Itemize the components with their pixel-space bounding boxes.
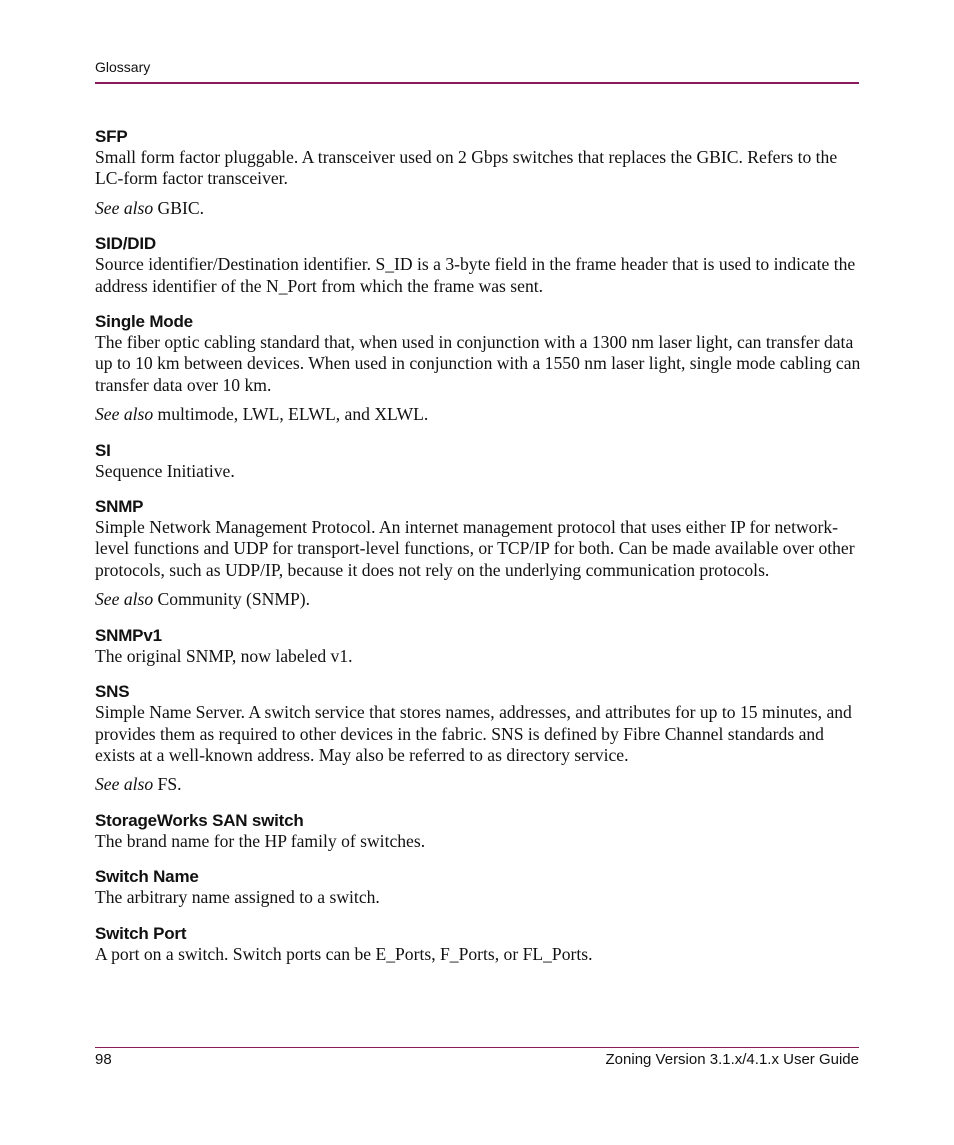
running-head: Glossary [95, 59, 151, 75]
see-also [95, 774, 861, 795]
glossary-term: Switch Name [95, 867, 199, 887]
glossary-definition: The fiber optic cabling standard that, when used in conjunction with a 1300 nm laser light, can transfer data up to 10 km between devices. When used in conjunction with a 1550 nm laser light, single mode cabling can transfer data over 10 km. [95, 332, 861, 395]
glossary-definition: A port on a switch. Switch ports can be E_Ports, F_Ports, or FL_Ports. [95, 943, 593, 964]
glossary-definition: Source identifier/Destination identifier. S_ID is a 3-byte field in the frame header that is used to indicate the address identifier of the N_Port from which the frame was sent. [95, 254, 856, 296]
glossary-entry-sfp [95, 127, 861, 219]
see-also-label: See also [95, 197, 154, 218]
see-also-text: multimode, LWL, ELWL, and XLWL. [153, 404, 429, 425]
see-also [95, 404, 861, 425]
glossary-content [95, 127, 861, 965]
guide-title: Zoning Version 3.1.x/4.1.x User Guide [605, 1051, 859, 1068]
glossary-term: Single Mode [95, 312, 193, 332]
glossary-definition: Sequence Initiative. [95, 460, 235, 481]
glossary-term: SFP [95, 127, 128, 146]
see-also-text: GBIC. [153, 197, 204, 218]
see-also-label: See also [95, 589, 154, 610]
glossary-definition: Simple Name Server. A switch service that stores names, addresses, and attributes for up to 15 minutes, and provides them as required to other devices in the fabric. SNS is defined by Fibre Channel standards and exists at a well-known address. May also be referred to as directory service. [95, 702, 852, 765]
see-also-text: FS. [153, 774, 182, 795]
glossary-term: SNMPv1 [95, 625, 162, 645]
glossary-definition: The original SNMP, now labeled v1. [95, 645, 353, 666]
glossary-entry-switch-name [95, 867, 861, 908]
glossary-entry-switch-port [95, 924, 861, 965]
see-also [95, 198, 861, 219]
glossary-entry-storageworks-san-switch [95, 811, 861, 852]
glossary-definition: The brand name for the HP family of switches. [95, 830, 426, 851]
see-also-label: See also [95, 404, 154, 425]
glossary-entry-sid-did [95, 234, 861, 297]
see-also-text: Community (SNMP). [153, 589, 311, 610]
glossary-entry-si [95, 441, 861, 482]
see-also [95, 589, 861, 610]
glossary-entry-single-mode [95, 312, 861, 426]
glossary-term: Switch Port [95, 923, 187, 943]
glossary-entry-snmpv1 [95, 626, 861, 667]
header-rule [95, 82, 859, 84]
glossary-term: SNMP [95, 497, 144, 517]
footer-rule [95, 1047, 859, 1048]
glossary-term: SI [95, 440, 111, 460]
glossary-definition: The arbitrary name assigned to a switch. [95, 887, 380, 908]
glossary-entry-sns [95, 682, 861, 796]
page-number: 98 [95, 1051, 112, 1068]
glossary-term: StorageWorks SAN switch [95, 810, 304, 830]
glossary-definition: Small form factor pluggable. A transceiver used on 2 Gbps switches that replaces the GBIC. Refers to the LC-form factor transceiver. [95, 147, 838, 189]
glossary-term: SID/DID [95, 234, 156, 254]
see-also-label: See also [95, 774, 154, 795]
glossary-term: SNS [95, 682, 130, 702]
glossary-definition: Simple Network Management Protocol. An internet management protocol that uses either IP for network-level functions and UDP for transport-level functions, or TCP/IP for both. Can be made available over other protocols, such as UDP/IP, because it does not rely on the underlying communication protocols. [95, 517, 855, 580]
glossary-entry-snmp [95, 497, 861, 611]
